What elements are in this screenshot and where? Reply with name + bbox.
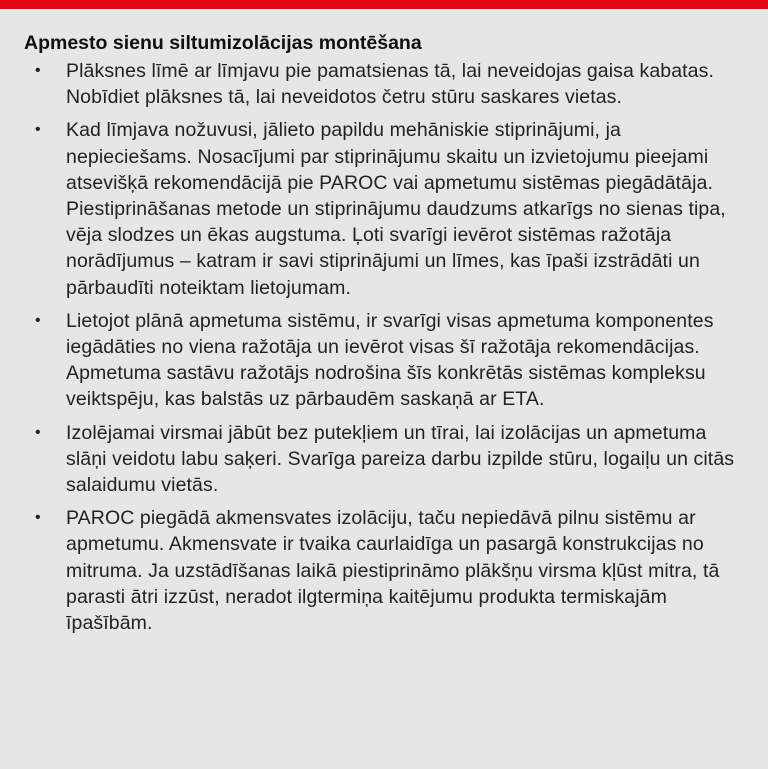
bullet-icon: • (35, 62, 41, 79)
list-item (24, 117, 744, 300)
bullet-icon: • (35, 121, 41, 139)
document-body (24, 30, 744, 643)
top-accent-bar (0, 0, 768, 9)
list-item-text: Lietojot plānā apmetuma sistēmu, ir svarīgi visas apmetuma komponentes iegādāties no viena ražotāja un ievērot visas šī ražotāja rekomendācijas. Apmetuma sastāvu ražotājs nodrošina šīs konkrētās sistēmas kompleksu veiktspēju, kas balstās uz pārbaudēm saskaņā ar ETA. (66, 309, 714, 411)
list-item (24, 58, 744, 110)
bullet-icon: • (35, 509, 41, 527)
list-item (24, 420, 744, 499)
list-item-text: Izolējamai virsmai jābūt bez putekļiem un tīrai, lai izolācijas un apmetuma slāņi veidotu labu saķeri. Svarīga pareiza darbu izpilde stūru, logaiļu un citās salaidumu vietās. (66, 421, 735, 497)
list-item (24, 308, 744, 413)
page-title: Apmesto sienu siltumizolācijas montēšana (24, 32, 422, 54)
list-item-text: Plāksnes līmē ar līmjavu pie pamatsienas tā, lai neveidojas gaisa kabatas. Nobīdiet plāksnes tā, lai neveidotos četru stūru saskares vietas. (66, 60, 714, 109)
bullet-icon: • (35, 311, 41, 329)
list-item-text: PAROC piegādā akmensvates izolāciju, taču nepiedāvā pilnu sistēmu ar apmetumu. Akmensvate ir tvaika caurlaidīga un pasargā konstrukcijas no mitruma. Ja uzstādīšanas laikā piestiprināmo plākšņu virsma kļūst mitra, tā parasti ātri izzūst, neradot ilgtermiņa kaitējumu produkta termiskajām īpašībām. (66, 507, 720, 635)
list-item-text: Kad līmjava nožuvusi, jālieto papildu mehāniskie stiprinājumi, ja nepieciešams. Nosacījumi par stiprinājumu skaitu un izvietojumu pieejami atsevišķā rekomendācijā pie PAROC vai apmetumu sistēmas piegādātāja. Piestiprināšanas metode un stiprinājumu daudzums atkarīgs no sienas tipa, vēja slodzes un ēkas augstuma. Ļoti svarīgi ievērot sistēmas ražotāja norādījumus – katram ir savi stiprinājumi un līmes, kas īpaši izstrādāti un pārbaudīti noteiktam lietojumam. (66, 119, 726, 299)
instruction-list (24, 58, 744, 636)
list-item (24, 505, 744, 636)
bullet-icon: • (35, 423, 41, 441)
